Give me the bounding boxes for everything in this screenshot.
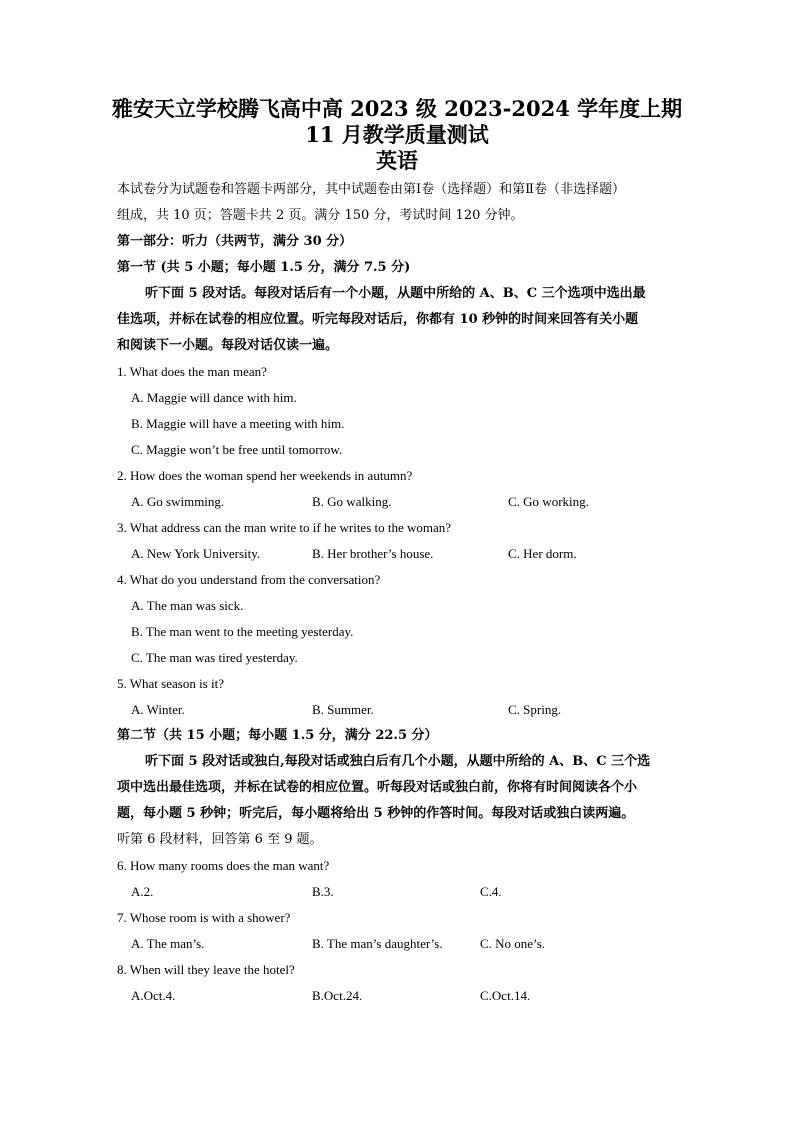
- section2-instruction-3: 题，每小题 5 秒钟；听完后，每小题将给出 5 秒钟的作答时间。每段对话或独白读两遍。: [117, 806, 635, 821]
- q7-option-b: B. The man’s daughter’s.: [312, 936, 443, 951]
- q8-option-c: C.Oct.14.: [480, 988, 531, 1003]
- q6-option-b: B.3.: [312, 884, 334, 899]
- section1-instruction-1: 听下面 5 段对话。每段对话后有一个小题，从题中所给的 A、B、C 三个选项中选出最: [145, 286, 646, 301]
- intro-line-2: 组成，共 10 页；答题卡共 2 页。满分 150 分，考试时间 120 分钟。: [117, 208, 524, 223]
- q2-option-c: C. Go working.: [508, 494, 589, 509]
- q1-option-b: B. Maggie will have a meeting with him.: [131, 416, 345, 431]
- question-7: 7. Whose room is with a shower?: [117, 910, 291, 925]
- question-6: 6. How many rooms does the man want?: [117, 858, 330, 873]
- q6-option-a: A.2.: [131, 884, 154, 899]
- q6-option-c: C.4.: [480, 884, 502, 899]
- question-4: 4. What do you understand from the conversation?: [117, 572, 381, 587]
- q4-option-c: C. The man was tired yesterday.: [131, 650, 298, 665]
- q4-option-a: A. The man was sick.: [131, 598, 244, 613]
- q8-option-b: B.Oct.24.: [312, 988, 363, 1003]
- question-5: 5. What season is it?: [117, 676, 224, 691]
- q1-option-c: C. Maggie won’t be free until tomorrow.: [131, 442, 343, 457]
- q1-option-a: A. Maggie will dance with him.: [131, 390, 297, 405]
- section1-instruction-2: 佳选项，并标在试卷的相应位置。听完每段对话后，你都有 10 秒钟的时间来回答有关小题: [117, 312, 639, 327]
- question-2: 2. How does the woman spend her weekends in autumn?: [117, 468, 413, 483]
- exam-title-line1: 雅安天立学校腾飞高中高 2023 级 2023-2024 学年度上期: [111, 96, 683, 121]
- question-3: 3. What address can the man write to if he writes to the woman?: [117, 520, 452, 535]
- part1-heading: 第一部分：听力（共两节，满分 30 分）: [117, 234, 353, 249]
- exam-subject: 英语: [376, 148, 418, 173]
- q3-option-c: C. Her dorm.: [508, 546, 577, 561]
- q7-option-c: C. No one’s.: [480, 936, 545, 951]
- section1-heading: 第一节 (共 5 小题；每小题 1.5 分，满分 7.5 分): [117, 260, 411, 275]
- material-note: 听第 6 段材料，回答第 6 至 9 题。: [117, 832, 323, 847]
- section2-instruction-2: 项中选出最佳选项，并标在试卷的相应位置。听每段对话或独白前，你将有时间阅读各个小: [117, 780, 638, 795]
- q5-option-a: A. Winter.: [131, 702, 185, 717]
- q2-option-b: B. Go walking.: [312, 494, 392, 509]
- question-1: 1. What does the man mean?: [117, 364, 267, 379]
- q5-option-b: B. Summer.: [312, 702, 374, 717]
- exam-title-line2: 11 月教学质量测试: [305, 122, 489, 147]
- q2-option-a: A. Go swimming.: [131, 494, 225, 509]
- section2-heading: 第二节（共 15 小题；每小题 1.5 分，满分 22.5 分）: [117, 728, 438, 743]
- q7-option-a: A. The man’s.: [131, 936, 205, 951]
- section2-instruction-1: 听下面 5 段对话或独白,每段对话或独白后有几个小题，从题中所给的 A、B、C 三个选: [145, 754, 651, 769]
- q3-option-a: A. New York University.: [131, 546, 261, 561]
- section1-instruction-3: 和阅读下一小题。每段对话仅读一遍。: [117, 338, 339, 353]
- q4-option-b: B. The man went to the meeting yesterday.: [131, 624, 354, 639]
- question-8: 8. When will they leave the hotel?: [117, 962, 295, 977]
- intro-line-1: 本试卷分为试题卷和答题卡两部分，其中试题卷由第Ⅰ卷（选择题）和第Ⅱ卷（非选择题）: [117, 182, 625, 197]
- q3-option-b: B. Her brother’s house.: [312, 546, 434, 561]
- q8-option-a: A.Oct.4.: [131, 988, 176, 1003]
- q5-option-c: C. Spring.: [508, 702, 562, 717]
